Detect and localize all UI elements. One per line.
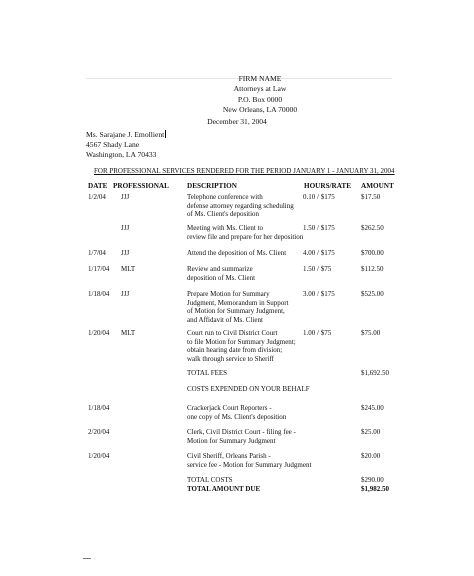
total-due-amount: $1,982.50 (361, 485, 389, 493)
entry-date: 1/20/04 (88, 329, 110, 337)
entry-professional: JJJ (121, 249, 130, 257)
entry-date: 1/7/04 (88, 249, 106, 257)
entry-description: Telephone conference with defense attorney regarding scheduling of Ms. Client's deposition (187, 193, 294, 219)
cost-date: 1/18/04 (88, 404, 110, 412)
entry-hours-rate: 4.00 / $175 (303, 249, 335, 257)
entry-amount: $525.00 (361, 290, 384, 298)
entry-amount: $262.50 (361, 224, 384, 232)
cost-description: Clerk, Civil District Court - filing fee - Motion for Summary Judgment (187, 428, 296, 445)
entry-hours-rate: 1.00 / $75 (303, 329, 332, 337)
cost-amount: $25.00 (361, 428, 381, 436)
firm-subtitle: Attorneys at Law (233, 84, 287, 94)
firm-name: FIRM NAME (238, 74, 282, 83)
entry-amount: $17.50 (361, 193, 381, 201)
cost-date: 1/20/04 (88, 452, 110, 460)
cost-amount: $245.00 (361, 404, 384, 412)
entry-hours-rate: 0.10 / $175 (303, 193, 335, 201)
entry-date: 1/17/04 (88, 265, 110, 273)
entry-date: 1/2/04 (88, 193, 106, 201)
entry-professional: MLT (121, 265, 136, 273)
recipient-city: Washington, LA 70433 (86, 150, 157, 159)
total-costs-amount: $290.00 (361, 476, 384, 484)
recipient-name: Ms. Sarajane J. Emollient (86, 130, 165, 139)
entry-description: Review and summarize deposition of Ms. Client (187, 265, 256, 282)
entry-professional: JJJ (121, 193, 130, 201)
total-fees-amount: $1,692.50 (361, 369, 389, 377)
header-date: DATE (88, 182, 108, 190)
letterhead (160, 74, 360, 116)
entry-amount: $75.00 (361, 329, 381, 337)
entry-amount: $700.00 (361, 249, 384, 257)
entry-description: Meeting with Ms. Client to review file and prepare for her deposition (187, 224, 304, 241)
cost-description: Civil Sheriff, Orleans Parish - service fee - Motion for Summary Judgment (187, 452, 312, 469)
recipient-street: 4567 Shady Lane (86, 140, 140, 149)
cost-description: Crackerjack Court Reporters - one copy of Ms. Client's deposition (187, 404, 287, 421)
entry-description: Attend the deposition of Ms. Client (187, 249, 287, 257)
total-fees-label: TOTAL FEES (187, 369, 228, 377)
total-due-label: TOTAL AMOUNT DUE (187, 485, 261, 493)
firm-po-box: P.O. Box 0000 (237, 94, 283, 104)
entry-professional: MLT (121, 329, 136, 337)
header-amount: AMOUNT (361, 182, 394, 190)
recipient-address (86, 130, 166, 160)
costs-title: COSTS EXPENDED ON YOUR BEHALF (187, 385, 310, 393)
entry-amount: $112.50 (361, 265, 384, 273)
firm-city: New Orleans, LA 70000 (222, 105, 298, 115)
letter-date: December 31, 2004 (207, 117, 267, 126)
entry-description: Prepare Motion for Summary Judgment, Memorandum in Support of Motion for Summary Judgment, and Affidavit of Ms. Client (187, 290, 289, 324)
entry-hours-rate: 1.50 / $175 (303, 224, 335, 232)
entry-date: 1/18/04 (88, 290, 110, 298)
entry-hours-rate: 1.50 / $75 (303, 265, 332, 273)
header-professional: PROFESSIONAL (113, 182, 169, 190)
total-costs-label: TOTAL COSTS (187, 476, 233, 484)
period-title: FOR PROFESSIONAL SERVICES RENDERED FOR THE PERIOD JANUARY 1 - JANUARY 31, 2004 (94, 167, 395, 175)
entry-professional: JJJ (121, 290, 130, 298)
entry-hours-rate: 3.00 / $175 (303, 290, 335, 298)
header-description: DESCRIPTION (187, 182, 237, 190)
cost-date: 2/20/04 (88, 428, 110, 436)
page-corner-mark (83, 558, 91, 559)
cost-amount: $20.00 (361, 452, 381, 460)
entry-description: Court run to Civil District Court to file Motion for Summary Judgment; obtain hearing date from division; walk through service to Sheriff (187, 329, 296, 363)
entry-professional: JJJ (121, 224, 130, 232)
text-cursor (165, 130, 166, 138)
header-hours-rate: HOURS/RATE (304, 182, 351, 190)
